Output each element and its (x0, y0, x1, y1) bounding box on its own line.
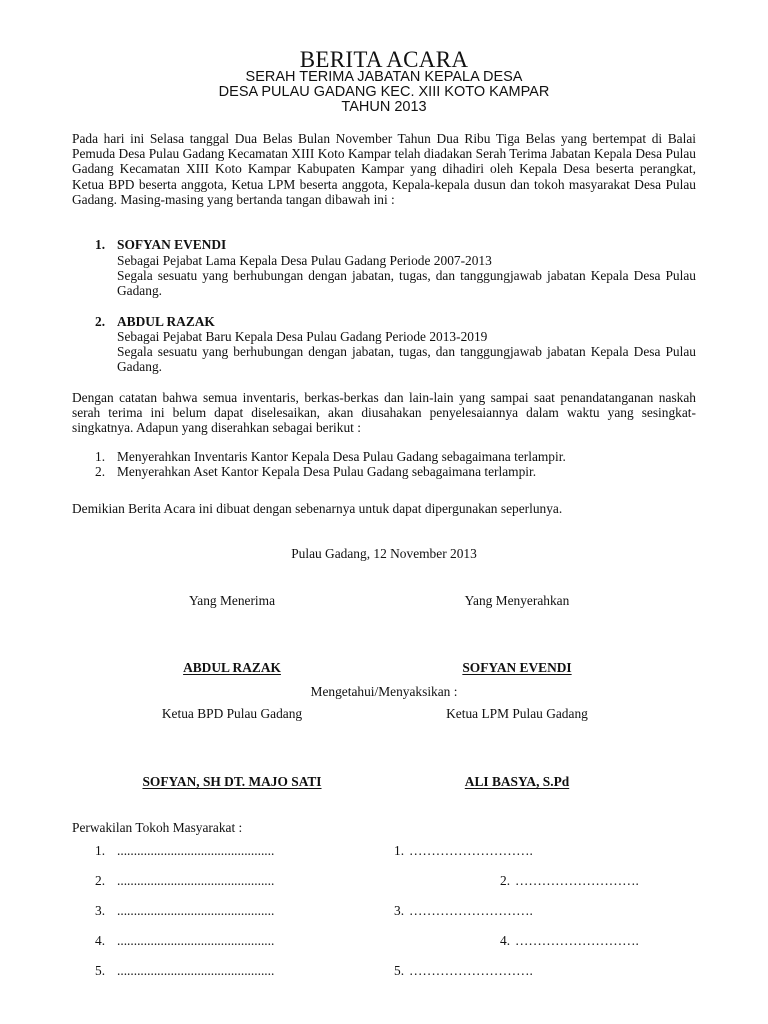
community-right-5-number: 5. (394, 963, 405, 978)
party-1-role: Sebagai Pejabat Lama Kepala Desa Pulau Gadang Periode 2007-2013 (117, 253, 492, 268)
lpm-chair-label: Ketua LPM Pulau Gadang (446, 706, 588, 721)
community-left-2-signature-line: ............................................... (117, 873, 275, 888)
community-left-3-number: 3. (95, 903, 106, 918)
community-left-1-number: 1. (95, 843, 106, 858)
community-right-2-signature-line: ………………………. (515, 873, 639, 888)
community-left-1-signature-line: ............................................... (117, 843, 275, 858)
handover-item-1-text: Menyerahkan Inventaris Kantor Kepala Desa Pulau Gadang sebagaimana terlampir. (117, 449, 566, 464)
closing-statement: Demikian Berita Acara ini dibuat dengan sebenarnya untuk dapat dipergunakan seperlunya. (72, 501, 563, 516)
giver-name: SOFYAN EVENDI (462, 660, 572, 675)
community-right-1-signature-line: ………………………. (409, 843, 533, 858)
community-left-3-signature-line: ............................................... (117, 903, 275, 918)
community-right-3-signature-line: ………………………. (409, 903, 533, 918)
handover-item-2-text: Menyerahkan Aset Kantor Kepala Desa Pulau Gadang sebagaimana terlampir. (117, 464, 537, 479)
community-left-2-number: 2. (95, 873, 106, 888)
receiver-name: ABDUL RAZAK (183, 660, 281, 675)
community-right-3-number: 3. (394, 903, 405, 918)
community-right-5-signature-line: ………………………. (409, 963, 533, 978)
party-2-number: 2. (95, 314, 106, 329)
witness-label: Mengetahui/Menyaksikan : (310, 684, 458, 699)
bpd-chair-label: Ketua BPD Pulau Gadang (161, 706, 303, 721)
receiver-label: Yang Menerima (188, 593, 276, 608)
handover-item-2-number: 2. (95, 464, 106, 479)
place-date: Pulau Gadang, 12 November 2013 (291, 546, 477, 561)
community-left-4-number: 4. (95, 933, 106, 948)
party-1-name: SOFYAN EVENDI (117, 237, 227, 252)
lpm-chair-name: ALI BASYA, S.Pd (464, 774, 570, 789)
community-left-4-signature-line: ............................................... (117, 933, 275, 948)
document-title: BERITA ACARA (299, 47, 469, 72)
note-paragraph: Dengan catatan bahwa semua inventaris, berkas-berkas dan lain-lain yang sampai saat penandatanganan naskah serah terima ini belum dapat diselesaikan, akan diusahakan penyelesaiannya dalam waktu yang sesingkat-singkatnya. Adapun yang diserahkan sebagai berikut : (72, 390, 696, 436)
party-2-role: Sebagai Pejabat Baru Kepala Desa Pulau Gadang Periode 2013-2019 (117, 329, 488, 344)
community-representatives-label: Perwakilan Tokoh Masyarakat : (72, 820, 243, 835)
community-left-5-number: 5. (95, 963, 106, 978)
document-subtitle-2: DESA PULAU GADANG KEC. XIII KOTO KAMPAR (218, 84, 550, 100)
community-right-1-number: 1. (394, 843, 405, 858)
giver-label: Yang Menyerahkan (464, 593, 570, 608)
party-2-name: ABDUL RAZAK (117, 314, 215, 329)
bpd-chair-name: SOFYAN, SH DT. MAJO SATI (142, 774, 322, 789)
party-1-number: 1. (95, 237, 106, 252)
community-right-2-number: 2. (500, 873, 511, 888)
handover-item-1-number: 1. (95, 449, 106, 464)
document-subtitle-1: SERAH TERIMA JABATAN KEPALA DESA (245, 69, 523, 85)
community-right-4-number: 4. (500, 933, 511, 948)
document-subtitle-3: TAHUN 2013 (341, 99, 427, 115)
opening-paragraph: Pada hari ini Selasa tanggal Dua Belas Bulan November Tahun Dua Ribu Tiga Belas yang bertempat di Balai Pemuda Desa Pulau Gadang Kecamatan XIII Koto Kampar telah diadakan Serah Terima Jabatan Kepala Desa Pulau Gadang Kecamatan XIII Koto Kampar Kabupaten Kampar yang dihadiri oleh Kepala Desa beserta perangkat, Ketua BPD beserta anggota, Ketua LPM beserta anggota, Kepala-kepala dusun dan tokoh masyarakat Desa Pulau Gadang. Masing-masing yang bertanda tangan dibawah ini : (72, 131, 696, 207)
party-1-description: Segala sesuatu yang berhubungan dengan jabatan, tugas, dan tanggungjawab jabatan Kepala Desa Pulau Gadang. (117, 268, 696, 299)
community-left-5-signature-line: ............................................... (117, 963, 275, 978)
community-right-4-signature-line: ………………………. (515, 933, 639, 948)
party-2-description: Segala sesuatu yang berhubungan dengan jabatan, tugas, dan tanggungjawab jabatan Kepala Desa Pulau Gadang. (117, 344, 696, 375)
